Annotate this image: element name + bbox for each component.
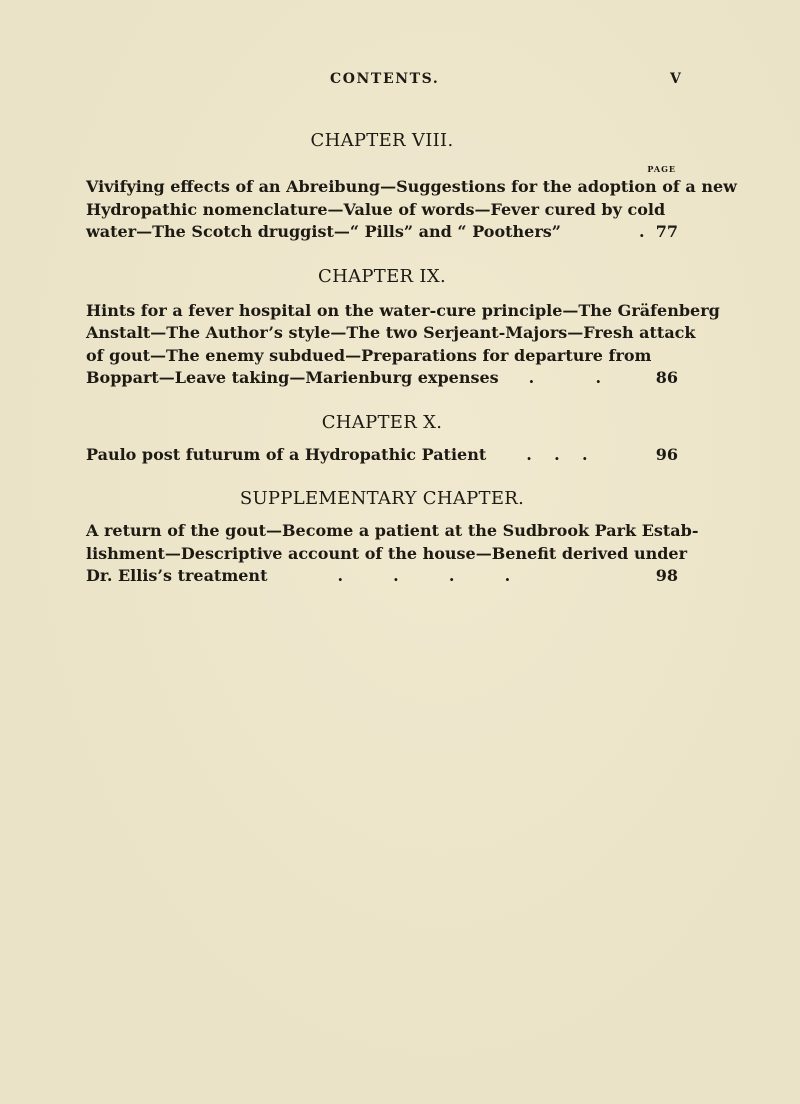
table-of-contents [86, 130, 737, 588]
chapter-heading: SUPPLEMENTARY CHAPTER. [239, 488, 525, 509]
entry-line: A return of the gout—Become a patient at the Sudbrook Park Estab- [86, 521, 699, 540]
entry-line-text: Boppart—Leave taking—Marienburg expenses [86, 368, 499, 387]
toc-section-supplementary [86, 488, 699, 588]
page-number: 96 [655, 444, 678, 464]
entry-line: Vivifying effects of an Abreibung—Suggestions for the adoption of a new [86, 177, 737, 196]
running-head [0, 71, 800, 95]
entry-line-last [86, 221, 645, 244]
page-column-label: PAGE [647, 164, 676, 174]
chapter-heading: CHAPTER IX. [318, 265, 446, 287]
toc-entry [86, 520, 699, 588]
entry-line-last [86, 367, 638, 390]
chapter-heading: CHAPTER X. [321, 411, 443, 433]
entry-line-text: Dr. Ellis’s treatment [86, 566, 268, 585]
entry-line-last [86, 565, 638, 588]
page-folio: V [670, 71, 681, 87]
page-number: 98 [655, 566, 678, 585]
entry-line: lishment—Descriptive account of the house—Benefit derived under [86, 543, 687, 563]
running-title: CONTENTS. [330, 71, 440, 87]
chapter-heading: CHAPTER VIII. [310, 130, 454, 151]
entry-line-text: water—The Scotch druggist—“ Pills” and “ Poothers” [86, 222, 561, 241]
dot-leaders: . . . [526, 444, 588, 464]
toc-entry [86, 300, 720, 390]
entry-line: Anstalt—The Author’s style—The two Serjeant-Majors—Fresh attack [86, 323, 696, 342]
toc-entry [86, 176, 737, 244]
toc-section-chapter-8 [86, 130, 737, 244]
page-number: 86 [655, 368, 678, 387]
toc-section-chapter-9 [86, 265, 720, 390]
toc-section-chapter-10 [86, 412, 678, 467]
toc-entry [86, 444, 678, 467]
entry-line-last [86, 444, 638, 467]
entry-line: Hints for a fever hospital on the water-cure principle—The Gräfenberg [86, 300, 720, 320]
entry-line: Hydropathic nomenclature—Value of words—Fever cured by cold [86, 199, 666, 219]
dot-leaders: . . . . [337, 566, 511, 585]
dot-leaders: . [638, 222, 645, 241]
entry-line-text: Paulo post futurum of a Hydropathic Patient [86, 444, 487, 464]
entry-line: of gout—The enemy subdued—Preparations for departure from [86, 345, 652, 365]
dot-leaders: . . [528, 368, 602, 387]
page-number: 77 [655, 222, 678, 241]
